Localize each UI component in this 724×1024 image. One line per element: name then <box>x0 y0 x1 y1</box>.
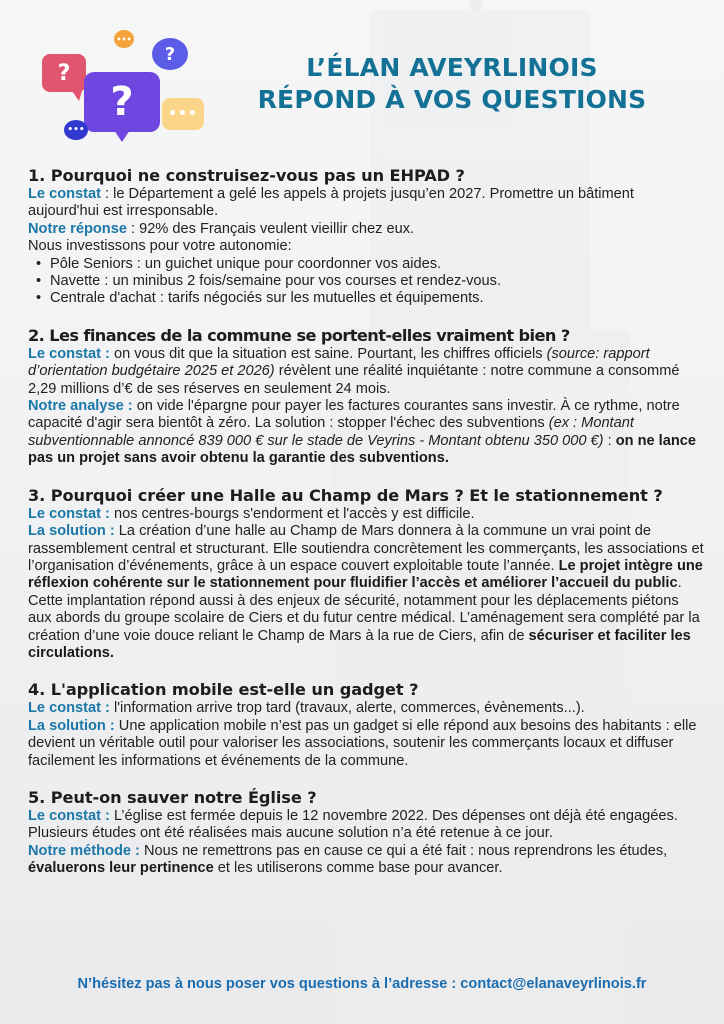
question-heading: 4. L'application mobile est-elle un gadget ? <box>28 680 419 700</box>
methode-text: Nous ne remettrons pas en cause ce qui a été fait : nous reprendrons les études, <box>139 842 668 859</box>
title-line-1: L’ÉLAN AVEYRLINOIS <box>306 53 598 82</box>
blue-question-bubble-icon: ? <box>152 38 188 70</box>
example-note: (ex : Montant subventionnable annoncé 839 000 € sur le stade de Veyrins - Montant obtenu 350 000 €) <box>28 415 634 449</box>
question-heading: 5. Peut-on sauver notre Église ? <box>28 787 317 807</box>
solution-text: Une application mobile n’est pas un gadget si elle répond aux besoins des habitants : elle devient un véritable outil pour valoriser les associations, soutenir les commerçants locaux et diffuser facilement les informations et événements de la commune. <box>28 717 697 769</box>
constat-text: l'information arrive trop tard (travaux, alerte, commerces, évènements...). <box>109 700 585 717</box>
methode-label: Notre méthode : <box>28 842 140 859</box>
bullet-list <box>28 256 704 308</box>
faq-section-2 <box>28 326 704 468</box>
question-chat-bubbles-icon <box>34 26 210 150</box>
reponse-label: Notre réponse <box>28 220 127 237</box>
constat-text: L’église est fermée depuis le 12 novembre 2022. Des dépenses ont déjà été engagées. Plusieurs études ont été réalisées mais aucune solution n’a été retenue à ce jour. <box>28 807 678 842</box>
bullet-item: • Centrale d'achat : tarifs négociés sur les mutuelles et équipements. <box>50 290 704 307</box>
solution-label: La solution : <box>28 717 115 734</box>
solution-label: La solution : <box>28 523 115 540</box>
source-note: (source: rapport d’orientation budgétaire 2025 et 2026) <box>28 345 650 380</box>
question-heading: 3. Pourquoi créer une Halle au Champ de Mars ? Et le stationnement ? <box>28 485 663 505</box>
bullet-item: • Navette : un minibus 2 fois/semaine pour vos courses et rendez-vous. <box>50 273 704 290</box>
solution-emphasis: Le projet intègre une réflexion cohérente sur le stationnement pour fluidifier l’accès et améliorer l’accueil du public <box>28 557 703 592</box>
analyse-emphasis: on ne lance pas un projet sans avoir obtenu la garantie des subventions. <box>28 432 696 467</box>
question-heading: 2. Les finances de la commune se portent-elles vraiment bien ? <box>28 325 570 345</box>
faq-section-5 <box>28 788 704 878</box>
red-question-bubble-icon: ? <box>42 54 86 92</box>
solution-text: La création d’une halle au Champ de Mars donnera à la commune un vrai point de rassemblement central et structurant. Elle soutiendra concrètement les commerçants, les associations et l’organisation d’événements, grâce à un espace couvert exploitable toute l’année. <box>28 523 704 574</box>
constat-paragraph <box>28 186 704 221</box>
security-emphasis: sécuriser et faciliter les circulations. <box>28 627 691 661</box>
security-paragraph <box>28 593 704 663</box>
faq-section-3 <box>28 486 704 663</box>
contact-footer: N’hésitez pas à nous poser vos questions à l’adresse : contact@elanaveyrlinois.fr <box>77 976 647 992</box>
constat-label: Le constat : <box>28 505 110 522</box>
constat-text: : le Département a gelé les appels à projets jusqu’en 2027. Promettre un bâtiment aujourd'hui est irresponsable. <box>28 186 634 220</box>
solution-paragraph <box>28 523 704 593</box>
constat-paragraph <box>28 808 704 843</box>
faq-section-1 <box>28 166 704 308</box>
analyse-label: Notre analyse : <box>28 398 133 415</box>
constat-label: Le constat <box>28 186 101 202</box>
constat-text: on vous dit que la situation est saine. Pourtant, les chiffres officiels <box>109 345 547 362</box>
methode-emphasis: évaluerons leur pertinence <box>28 860 214 877</box>
solution-end: . <box>677 575 682 592</box>
purple-question-bubble-icon: ? <box>84 72 160 132</box>
reponse-text: : 92% des Français veulent vieillir chez eux. <box>126 220 415 237</box>
yellow-dots-bubble-icon: ••• <box>162 98 204 130</box>
constat-label: Le constat : <box>28 807 110 824</box>
constat-paragraph <box>28 346 704 398</box>
title-line-2: RÉPOND À VOS QUESTIONS <box>257 85 647 114</box>
reponse-paragraph <box>28 221 704 238</box>
constat-paragraph <box>28 700 704 717</box>
solution-paragraph <box>28 718 704 770</box>
faq-content <box>28 166 704 896</box>
constat-paragraph <box>28 506 704 523</box>
question-heading: 1. Pourquoi ne construisez-vous pas un EHPAD ? <box>28 166 465 185</box>
security-text: Cette implantation répond aussi à des enjeux de sécurité, notamment pour les déplacements piétons aux abords du groupe scolaire de Ciers et du futur centre médical. L’aménagement sera complété par la création d’une voie douce reliant le Champ de Mars à la rue de Ciers, afin de <box>28 592 700 644</box>
methode-text: et les utiliserons comme base pour avancer. <box>213 860 503 877</box>
analyse-text: : <box>603 432 616 449</box>
bullet-item: • Pôle Seniors : un guichet unique pour coordonner vos aides. <box>50 256 704 273</box>
constat-label: Le constat : <box>28 345 110 362</box>
constat-label: Le constat : <box>28 700 110 717</box>
methode-paragraph <box>28 843 704 878</box>
constat-text: révèlent une réalité inquiétante : notre commune a consommé 2,29 millions d’€ de ses réserves en seulement 24 mois. <box>28 363 680 397</box>
orange-dots-bubble-icon: ••• <box>114 30 134 48</box>
analyse-text: on vide l'épargne pour payer les factures courantes sans investir. À ce rythme, notre capacité d'agir sera bientôt à zéro. La solution : stopper l'échec des subventions <box>28 398 680 432</box>
page-title <box>200 52 704 116</box>
navy-dots-bubble-icon: ••• <box>64 120 88 140</box>
intro-text: Nous investissons pour votre autonomie: <box>28 238 292 255</box>
analyse-paragraph <box>28 398 704 468</box>
faq-section-4 <box>28 680 704 770</box>
constat-text: nos centres-bourgs s'endorment et l'accès y est difficile. <box>109 505 475 522</box>
